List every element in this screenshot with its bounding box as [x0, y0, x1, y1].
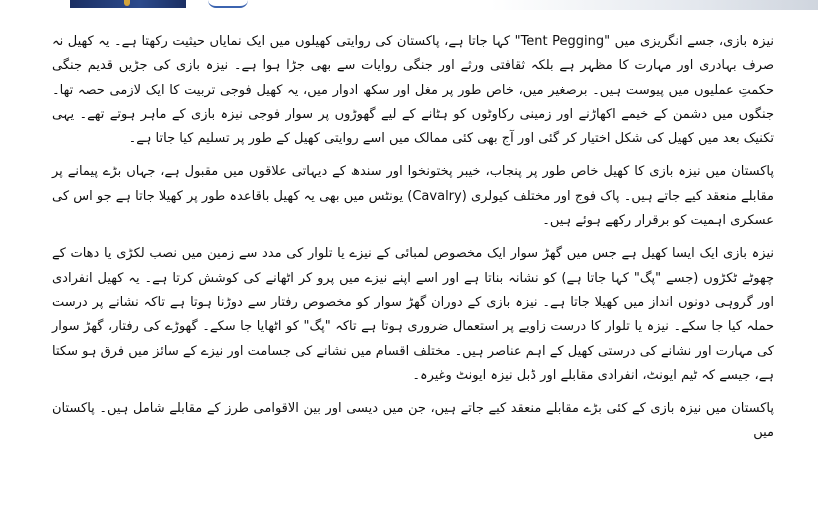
header-decoration: [208, 0, 248, 8]
article-paragraph-3: نیزہ بازی ایک ایسا کھیل ہے جس میں گھڑ سوار ایک مخصوص لمبائی کے نیزے یا تلوار کی مدد سے زمین میں نصب لکڑی یا دھات کے چھوٹے ٹکڑوں (جسے "پگ" کہا جاتا ہے) کو نشانہ بناتا ہے اور اسے اپنے نیزے میں پرو کر اٹھانے کی کوشش کرتا ہے۔ یہ کھیل انفرادی اور گروہی دونوں انداز میں کھیلا جاتا ہے۔ نیزہ بازی کے دوران گھڑ سوار کو مخصوص رفتار سے دوڑنا ہوتا ہے تاکہ نشانے پر درست حملہ کیا جا سکے۔ نیزہ یا تلوار کا درست زاویے پر استعمال ضروری ہوتا ہے تاکہ "پگ" کو اٹھایا جا سکے۔ گھوڑے کی رفتار، گھڑ سوار کی مہارت اور نشانے کی درستی کھیل کے اہم عناصر ہیں۔ مختلف اقسام میں نشانے کی جسامت اور نیزے کے سائز میں فرق ہو سکتا ہے، جیسے کہ ٹیم ایونٹ، انفرادی مقابلے اور ڈبل نیزہ ایونٹ وغیرہ۔: [52, 246, 774, 383]
article-paragraph-1: نیزہ بازی، جسے انگریزی میں "Tent Pegging" کہا جاتا ہے، پاکستان کی روایتی کھیلوں میں ایک نمایاں حیثیت رکھتا ہے۔ یہ کھیل نہ صرف بہادری اور مہارت کا مظہر ہے بلکہ ثقافتی ورثے اور جنگی روایات سے بھی جڑا ہوا ہے۔ نیزہ بازی کی جڑیں قدیم جنگی حکمتِ عملیوں میں پیوست ہیں۔ برصغیر میں، خاص طور پر مغل اور سکھ ادوار میں، یہ کھیل فوجی تربیت کا ایک لازمی حصہ تھا۔ جنگوں میں دشمن کے خیمے اکھاڑنے اور زمینی رکاوٹوں کو ہٹانے کے لیے گھوڑوں پر سوار فوجی نیزہ بازی کے ماہر ہوتے تھے۔ یہی تکنیک بعد میں کھیل کی شکل اختیار کر گئی اور آج بھی کئی ممالک میں اسے روایتی کھیل کے طور پر تسلیم کیا جاتا ہے۔: [52, 34, 774, 147]
article-paragraph-4: پاکستان میں نیزہ بازی کے کئی بڑے مقابلے منعقد کیے جاتے ہیں، جن میں دیسی اور بین الاقوامی طرز کے مقابلے شامل ہیں۔ پاکستان میں: [52, 401, 774, 441]
article-paragraph-2: پاکستان میں نیزہ بازی کا کھیل خاص طور پر پنجاب، خیبر پختونخوا اور سندھ کے دیہاتی علاقوں میں مقبول ہے، جہاں بڑے پیمانے پر مقابلے منعقد کیے جاتے ہیں۔ پاک فوج اور مختلف کیولری (Cavalry) یونٹس میں بھی یہ کھیل باقاعدہ طور پر کھیلا جاتا ہے جو اس کی عسکری اہمیت کو برقرار رکھے ہوئے ہیں۔: [52, 164, 774, 229]
header-emblem-icon: [124, 0, 130, 6]
article-body: [52, 30, 774, 446]
